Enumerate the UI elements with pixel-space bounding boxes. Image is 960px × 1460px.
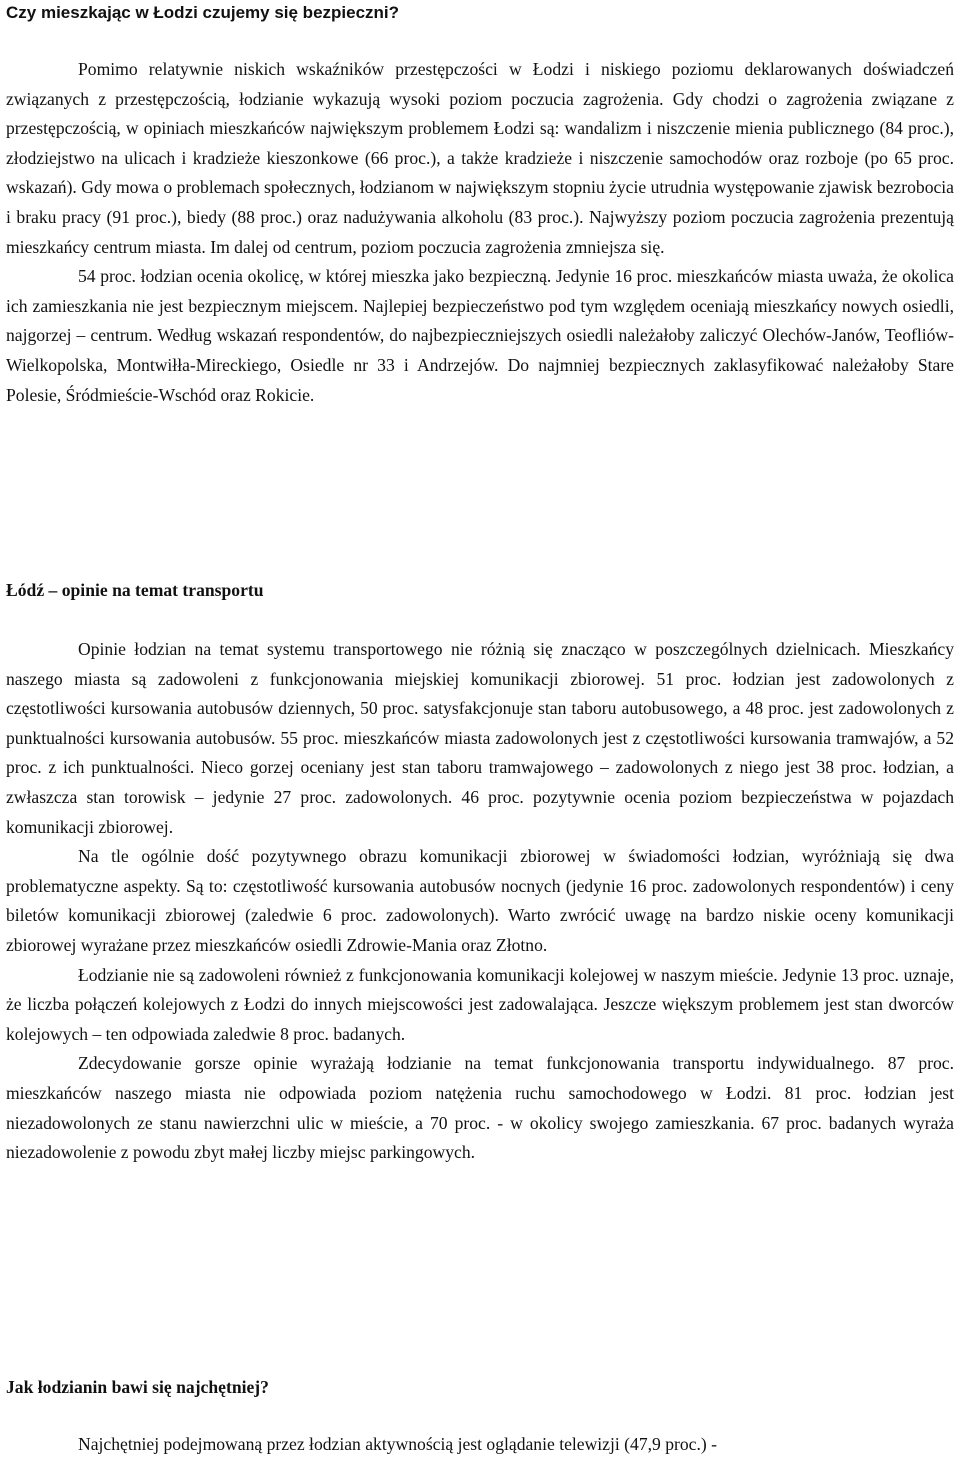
transport-paragraph-2: Na tle ogólnie dość pozytywnego obrazu komunikacji zbiorowej w świadomości łodzian, wyróżniają się dwa problematyczne aspekty. Są to: częstotliwość kursowania autobusów nocnych (jedynie 16 proc. zadowolonych respondentów) i ceny biletów komunikacji zbiorowej (zaledwie 6 proc. zadowolonych). Warto zwrócić uwagę na bardzo niskie oceny komunikacji zbiorowej wyrażane przez mieszkańców osiedli Zdrowie-Mania oraz Złotno. bbox=[6, 846, 954, 955]
heading-transport: Łódź – opinie na temat transportu bbox=[6, 580, 264, 600]
transport-section bbox=[6, 635, 954, 1168]
heading-safety: Czy mieszkając w Łodzi czujemy się bezpieczni? bbox=[6, 3, 400, 22]
safety-section bbox=[6, 55, 954, 410]
transport-paragraph-3: Łodzianie nie są zadowoleni również z funkcjonowania komunikacji kolejowej w naszym mieście. Jedynie 13 proc. uznaje, że liczba połączeń kolejowych z Łodzi do innych miejscowości jest zadowalająca. Jeszcze większym problemem jest stan dworców kolejowych – ten odpowiada zaledwie 8 proc. badanych. bbox=[6, 964, 954, 1044]
safety-paragraph-2: 54 proc. łodzian ocenia okolicę, w której mieszka jako bezpieczną. Jedynie 16 proc. mieszkańców miasta uważa, że okolica ich zamieszkania nie jest bezpiecznym miejscem. Najlepiej bezpieczeństwo pod tym względem oceniają mieszkańcy nowych osiedli, najgorzej – centrum. Według wskazań respondentów, do najbezpieczniejszych osiedli należałoby zaliczyć Olechów-Janów, Teofliów-Wielkopolska, Montwiłła-Mireckiego, Osiedle nr 33 i Andrzejów. Do najmniej bezpiecznych zaklasyfikować należałoby Stare Polesie, Śródmieście-Wschód oraz Rokicie. bbox=[6, 266, 954, 405]
leisure-paragraph-1: Najchętniej podejmowaną przez łodzian aktywnością jest oglądanie telewizji (47,9 proc.) - bbox=[78, 1434, 717, 1454]
transport-paragraph-1: Opinie łodzian na temat systemu transportowego nie różnią się znacząco w poszczególnych dzielnicach. Mieszkańcy naszego miasta są zadowoleni z funkcjonowania miejskiej komunikacji zbiorowej. 51 proc. łodzian jest zadowolonych z częstotliwości kursowania autobusów dziennych, 50 proc. satysfakcjonuje stan taboru autobusowego, a 48 proc. jest zadowolonych z punktualności kursowania autobusów. 55 proc. mieszkańców miasta zadowolonych jest z częstotliwości kursowania tramwajów, a 52 proc. z ich punktualności. Nieco gorzej oceniany jest stan taboru tramwajowego – zadowolonych z niego jest 38 proc. łodzian, a zwłaszcza stan torowisk – jedynie 27 proc. zadowolonych. 46 proc. pozytywnie ocenia poziom bezpieczeństwa w pojazdach komunikacji zbiorowej. bbox=[6, 639, 954, 837]
leisure-section bbox=[6, 1430, 954, 1460]
heading-leisure: Jak łodzianin bawi się najchętniej? bbox=[6, 1377, 269, 1397]
safety-paragraph-1: Pomimo relatywnie niskich wskaźników przestępczości w Łodzi i niskiego poziomu deklarowanych doświadczeń związanych z przestępczością, łodzianie wykazują wysoki poziom poczucia zagrożenia. Gdy chodzi o zagrożenia związane z przestępczością, w opiniach mieszkańców największym problemem Łodzi są: wandalizm i niszczenie mienia publicznego (84 proc.), złodziejstwo na ulicach i kradzieże kieszonkowe (66 proc.), a także kradzieże i niszczenie samochodów oraz rozboje (po 65 proc. wskazań). Gdy mowa o problemach społecznych, łodzianom w największym stopniu życie utrudnia występowanie zjawisk bezrobocia i braku pracy (91 proc.), biedy (88 proc.) oraz nadużywania alkoholu (83 proc.). Najwyższy poziom poczucia zagrożenia prezentują mieszkańcy centrum miasta. Im dalej od centrum, poziom poczucia zagrożenia zmniejsza się. bbox=[6, 59, 954, 257]
transport-paragraph-4: Zdecydowanie gorsze opinie wyrażają łodzianie na temat funkcjonowania transportu indywidualnego. 87 proc. mieszkańców naszego miasta nie odpowiada poziom natężenia ruchu samochodowego w Łodzi. 81 proc. łodzian jest niezadowolonych ze stanu nawierzchni ulic w mieście, a 70 proc. - w okolicy swojego zamieszkania. 67 proc. badanych wyraża niezadowolenie z powodu zbyt małej liczby miejsc parkingowych. bbox=[6, 1053, 954, 1163]
